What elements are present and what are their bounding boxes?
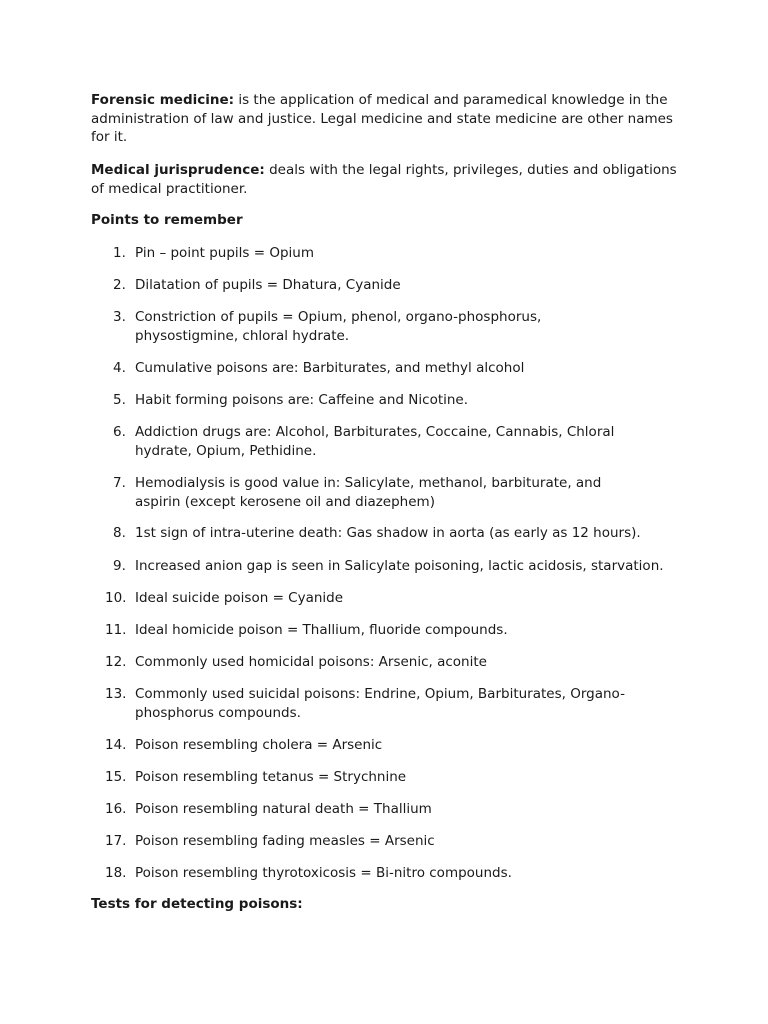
list-item — [91, 768, 691, 787]
list-item — [91, 276, 691, 295]
item-number: 7. — [113, 475, 126, 491]
list-item — [91, 685, 691, 722]
item-number: 16. — [105, 801, 127, 817]
item-number: 18. — [105, 865, 127, 881]
item-text: Habit forming poisons are: Caffeine and Nicotine. — [135, 392, 469, 408]
item-number: 15. — [105, 769, 127, 785]
definition-forensic-medicine — [91, 91, 681, 147]
item-text: Dilatation of pupils = Dhatura, Cyanide — [135, 277, 401, 293]
term-label: Forensic medicine: — [91, 92, 235, 108]
item-text: Ideal suicide poison = Cyanide — [135, 590, 344, 606]
list-item — [91, 244, 691, 263]
definition-text: deals with the legal rights, privileges, duties and obligations of medical practitioner. — [91, 162, 677, 197]
item-text: Addiction drugs are: Alcohol, Barbiturates, Coccaine, Cannabis, Chloral hydrate, Opium, Pethidine. — [135, 424, 615, 459]
points-heading: Points to remember — [91, 212, 243, 228]
item-number: 4. — [113, 360, 126, 376]
list-item — [91, 736, 691, 755]
list-item — [91, 391, 691, 410]
item-number: 9. — [113, 558, 126, 574]
list-item — [91, 557, 691, 576]
item-number: 2. — [113, 277, 126, 293]
item-number: 6. — [113, 424, 126, 440]
item-number: 10. — [105, 590, 127, 606]
list-item — [91, 621, 691, 640]
item-number: 1. — [113, 245, 126, 261]
list-item — [91, 589, 691, 608]
list-item — [91, 474, 691, 511]
definition-medical-jurisprudence — [91, 161, 681, 198]
definition-text: is the application of medical and paramedical knowledge in the administration of law and justice. Legal medicine and state medicine are other names for it. — [91, 92, 673, 145]
item-text: Cumulative poisons are: Barbiturates, and methyl alcohol — [135, 360, 525, 376]
item-text: Ideal homicide poison = Thallium, fluoride compounds. — [135, 622, 508, 638]
list-item — [91, 359, 691, 378]
item-text: Commonly used suicidal poisons: Endrine, Opium, Barbiturates, Organo-phosphorus compounds. — [135, 686, 625, 721]
item-text: Hemodialysis is good value in: Salicylate, methanol, barbiturate, and aspirin (except kerosene oil and diazephem) — [135, 475, 602, 510]
item-number: 12. — [105, 654, 127, 670]
list-item — [91, 423, 691, 460]
term-label: Medical jurisprudence: — [91, 162, 265, 178]
tests-heading: Tests for detecting poisons: — [91, 896, 303, 912]
list-item — [91, 800, 691, 819]
list-item — [91, 524, 691, 543]
list-item — [91, 864, 691, 883]
list-item — [91, 308, 691, 345]
item-text: Poison resembling fading measles = Arsenic — [135, 833, 435, 849]
item-number: 17. — [105, 833, 127, 849]
item-text: Pin – point pupils = Opium — [135, 245, 314, 261]
item-number: 5. — [113, 392, 126, 408]
item-text: Constriction of pupils = Opium, phenol, organo-phosphorus, physostigmine, chloral hydrate. — [135, 309, 542, 344]
item-text: Commonly used homicidal poisons: Arsenic, aconite — [135, 654, 487, 670]
item-number: 13. — [105, 686, 127, 702]
list-item — [91, 653, 691, 672]
item-text: Poison resembling cholera = Arsenic — [135, 737, 383, 753]
item-number: 11. — [105, 622, 127, 638]
list-item — [91, 832, 691, 851]
item-text: Increased anion gap is seen in Salicylate poisoning, lactic acidosis, starvation. — [135, 558, 664, 574]
item-number: 8. — [113, 525, 126, 541]
item-text: Poison resembling tetanus = Strychnine — [135, 769, 407, 785]
item-text: Poison resembling thyrotoxicosis = Bi-nitro compounds. — [135, 865, 512, 881]
item-number: 3. — [113, 309, 126, 325]
item-text: Poison resembling natural death = Thallium — [135, 801, 432, 817]
item-number: 14. — [105, 737, 127, 753]
item-text: 1st sign of intra-uterine death: Gas shadow in aorta (as early as 12 hours). — [135, 525, 641, 541]
